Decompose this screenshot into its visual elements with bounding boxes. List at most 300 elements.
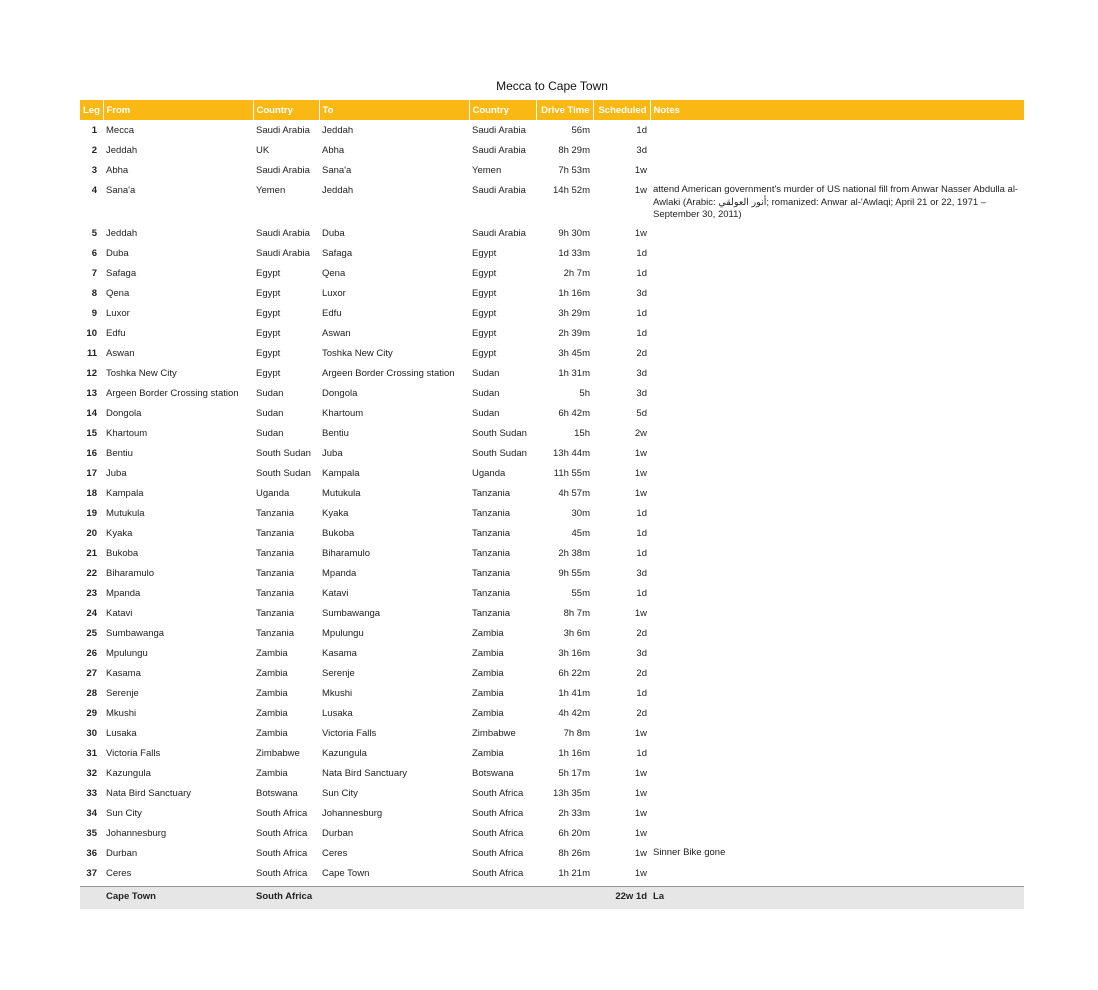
to-cell[interactable]: Luxor [322, 288, 346, 299]
to-country-cell[interactable]: Zambia [472, 648, 504, 659]
from-country-cell[interactable]: UK [256, 145, 270, 156]
notes-cell[interactable] [650, 586, 1024, 606]
from-country-cell[interactable]: Zambia [256, 688, 288, 699]
to-cell[interactable]: Mkushi [322, 688, 353, 699]
to-country-cell[interactable]: Botswana [472, 768, 514, 779]
scheduled-cell[interactable]: 1w [634, 808, 647, 819]
to-country-cell[interactable]: Zambia [472, 688, 504, 699]
to-country-cell[interactable]: South Africa [472, 808, 524, 819]
notes-cell[interactable] [650, 386, 1024, 406]
scheduled-cell[interactable]: 1w [634, 468, 647, 479]
from-cell[interactable]: Kasama [106, 668, 141, 679]
table-row [80, 866, 1024, 887]
notes-cell[interactable] [650, 346, 1024, 366]
to-country-cell[interactable]: Egypt [472, 288, 497, 299]
from-cell[interactable]: Sumbawanga [106, 628, 165, 639]
from-cell[interactable]: Lusaka [106, 728, 137, 739]
drive-time-cell[interactable]: 1d 33m [558, 248, 590, 259]
from-country-cell[interactable]: Egypt [256, 348, 281, 359]
scheduled-cell[interactable]: 1w [634, 728, 647, 739]
from-cell[interactable]: Kazungula [106, 768, 151, 779]
from-cell[interactable]: Sun City [106, 808, 142, 819]
from-cell[interactable]: Jeddah [106, 145, 138, 156]
scheduled-cell[interactable]: 1w [634, 608, 647, 619]
to-country-cell[interactable]: Egypt [472, 348, 497, 359]
to-country-cell[interactable]: Tanzania [472, 508, 511, 519]
notes-cell[interactable] [650, 726, 1024, 746]
drive-time-cell[interactable]: 13h 44m [553, 448, 590, 459]
from-country-cell[interactable]: Saudi Arabia [256, 125, 310, 136]
table-row [80, 786, 1024, 806]
to-cell[interactable]: Mpanda [322, 568, 357, 579]
scheduled-cell[interactable]: 1d [636, 508, 647, 519]
to-country-cell[interactable]: Uganda [472, 468, 506, 479]
to-country-cell[interactable]: Saudi Arabia [472, 185, 526, 196]
from-cell[interactable]: Mecca [106, 125, 134, 136]
notes-cell[interactable]: Sinner Bike gone [653, 847, 726, 858]
from-country-cell[interactable]: Zambia [256, 648, 288, 659]
leg-cell: 19 [86, 508, 97, 519]
to-cell[interactable]: Qena [322, 268, 346, 279]
to-cell[interactable]: Edfu [322, 308, 342, 319]
leg-cell: 22 [86, 568, 97, 579]
from-cell[interactable]: Bentiu [106, 448, 133, 459]
from-country-cell[interactable]: Saudi Arabia [256, 165, 310, 176]
notes-cell[interactable] [650, 606, 1024, 626]
from-country-cell[interactable]: Egypt [256, 288, 281, 299]
notes-cell[interactable] [650, 546, 1024, 566]
to-cell[interactable]: Durban [322, 828, 354, 839]
from-country-cell[interactable]: South Sudan [256, 448, 311, 459]
drive-time-cell[interactable]: 8h 26m [558, 848, 590, 859]
scheduled-cell[interactable]: 3d [636, 648, 647, 659]
scheduled-cell[interactable]: 3d [636, 288, 647, 299]
drive-time-cell[interactable]: 8h 7m [563, 608, 590, 619]
scheduled-cell[interactable]: 3d [636, 568, 647, 579]
scheduled-cell[interactable]: 1d [636, 748, 647, 759]
from-country-cell[interactable]: South Africa [256, 848, 308, 859]
scheduled-cell[interactable]: 1w [634, 165, 647, 176]
to-country-cell[interactable]: Egypt [472, 328, 497, 339]
table-row [80, 266, 1024, 286]
table-row [80, 306, 1024, 326]
notes-cell[interactable] [650, 866, 1024, 887]
to-country-cell[interactable]: South Africa [472, 788, 524, 799]
to-cell[interactable]: Sumbawanga [322, 608, 381, 619]
table-row [80, 226, 1024, 246]
from-cell[interactable]: Abha [106, 165, 129, 176]
drive-time-cell[interactable]: 2h 7m [563, 268, 590, 279]
drive-time-cell[interactable]: 9h 55m [558, 568, 590, 579]
to-country-cell[interactable]: Egypt [472, 248, 497, 259]
notes-cell[interactable] [650, 163, 1024, 183]
drive-time-cell[interactable]: 7h 53m [558, 165, 590, 176]
notes-cell[interactable] [650, 566, 1024, 586]
from-cell[interactable]: Kyaka [106, 528, 133, 539]
from-country-cell[interactable]: Tanzania [256, 568, 295, 579]
table-row [80, 466, 1024, 486]
table-row [80, 326, 1024, 346]
notes-cell[interactable] [650, 466, 1024, 486]
to-country-cell[interactable]: South Africa [472, 848, 524, 859]
to-cell[interactable]: Biharamulo [322, 548, 371, 559]
from-country-cell[interactable]: Sudan [256, 408, 284, 419]
from-country-cell[interactable]: Zambia [256, 768, 288, 779]
col-header-to-country[interactable]: Country [469, 100, 536, 120]
leg-cell: 33 [86, 788, 97, 799]
to-cell[interactable]: Mutukula [322, 488, 361, 499]
from-cell[interactable]: Jeddah [106, 228, 138, 239]
drive-time-cell[interactable]: 2h 33m [558, 808, 590, 819]
to-cell[interactable]: Katavi [322, 588, 349, 599]
to-country-cell[interactable]: Zambia [472, 748, 504, 759]
to-cell[interactable]: Sana'a [322, 165, 352, 176]
scheduled-cell[interactable]: 1w [634, 768, 647, 779]
drive-time-cell[interactable]: 4h 42m [558, 708, 590, 719]
leg-cell: 12 [86, 368, 97, 379]
to-country-cell[interactable]: Sudan [472, 388, 500, 399]
col-header-to[interactable]: To [319, 100, 469, 120]
to-cell[interactable]: Ceres [322, 848, 348, 859]
to-country-cell[interactable]: Egypt [472, 308, 497, 319]
drive-time-cell[interactable]: 6h 22m [558, 668, 590, 679]
from-country-cell[interactable]: Egypt [256, 328, 281, 339]
leg-cell: 2 [91, 145, 97, 156]
from-cell[interactable]: Mutukula [106, 508, 145, 519]
col-header-from-country[interactable]: Country [253, 100, 319, 120]
col-header-from[interactable]: From [103, 100, 253, 120]
drive-time-cell[interactable]: 45m [571, 528, 590, 539]
scheduled-cell[interactable]: 3d [636, 368, 647, 379]
to-country-cell[interactable]: Egypt [472, 268, 497, 279]
to-cell[interactable]: Kampala [322, 468, 360, 479]
from-country-cell[interactable]: Saudi Arabia [256, 248, 310, 259]
drive-time-cell[interactable]: 1h 41m [558, 688, 590, 699]
table-row [80, 163, 1024, 183]
notes-cell[interactable] [650, 120, 1024, 143]
leg-cell: 21 [86, 548, 97, 559]
to-cell[interactable]: Victoria Falls [322, 728, 377, 739]
from-country-cell[interactable]: Tanzania [256, 608, 295, 619]
scheduled-cell[interactable]: 1d [636, 528, 647, 539]
to-country-cell[interactable]: South Sudan [472, 428, 527, 439]
from-cell[interactable]: Mkushi [106, 708, 137, 719]
drive-time-cell[interactable]: 6h 42m [558, 408, 590, 419]
scheduled-cell[interactable]: 1d [636, 248, 647, 259]
scheduled-cell[interactable]: 2d [636, 708, 647, 719]
drive-time-cell[interactable]: 3h 16m [558, 648, 590, 659]
to-cell[interactable]: Johannesburg [322, 808, 383, 819]
notes-cell[interactable] [650, 706, 1024, 726]
to-cell[interactable]: Duba [322, 228, 345, 239]
scheduled-cell[interactable]: 1w [634, 488, 647, 499]
to-cell[interactable]: Mpulungu [322, 628, 364, 639]
to-cell[interactable]: Kyaka [322, 508, 349, 519]
drive-time-cell[interactable]: 7h 8m [563, 728, 590, 739]
from-country-cell[interactable]: South Africa [256, 828, 308, 839]
table-row [80, 566, 1024, 586]
from-country-cell[interactable]: Egypt [256, 308, 281, 319]
scheduled-cell[interactable]: 3d [636, 145, 647, 156]
from-country-cell[interactable]: Tanzania [256, 508, 295, 519]
scheduled-cell[interactable]: 1w [634, 828, 647, 839]
from-cell[interactable]: Safaga [106, 268, 137, 279]
to-country-cell[interactable]: South Africa [472, 868, 524, 879]
from-country-cell[interactable]: Tanzania [256, 588, 295, 599]
to-country-cell[interactable]: South Africa [472, 828, 524, 839]
to-country-cell[interactable]: Saudi Arabia [472, 125, 526, 136]
header-row [80, 100, 1024, 120]
from-cell[interactable]: Duba [106, 248, 129, 259]
footer-notes[interactable]: La [650, 887, 1024, 910]
leg-cell: 37 [86, 868, 97, 879]
scheduled-cell[interactable]: 1w [634, 848, 647, 859]
notes-cell[interactable] [650, 506, 1024, 526]
drive-time-cell[interactable]: 9h 30m [558, 228, 590, 239]
from-cell[interactable]: Katavi [106, 608, 133, 619]
to-country-cell[interactable]: Sudan [472, 408, 500, 419]
to-country-cell[interactable]: Tanzania [472, 548, 511, 559]
from-country-cell[interactable]: Zambia [256, 708, 288, 719]
notes-cell[interactable] [650, 746, 1024, 766]
scheduled-cell[interactable]: 1w [634, 185, 647, 196]
from-country-cell[interactable]: Sudan [256, 428, 284, 439]
to-country-cell[interactable]: Sudan [472, 368, 500, 379]
scheduled-cell[interactable]: 2d [636, 668, 647, 679]
footer-to-country[interactable] [469, 887, 536, 910]
from-cell[interactable]: Durban [106, 848, 138, 859]
to-cell[interactable]: Jeddah [322, 185, 354, 196]
scheduled-cell[interactable]: 5d [636, 408, 647, 419]
from-country-cell[interactable]: Uganda [256, 488, 290, 499]
scheduled-cell[interactable]: 1d [636, 688, 647, 699]
from-cell[interactable]: Toshka New City [106, 368, 177, 379]
from-cell[interactable]: Mpulungu [106, 648, 148, 659]
to-country-cell[interactable]: Tanzania [472, 528, 511, 539]
scheduled-cell[interactable]: 1d [636, 588, 647, 599]
from-cell[interactable]: Sana'a [106, 185, 136, 196]
from-cell[interactable]: Aswan [106, 348, 135, 359]
leg-cell: 14 [86, 408, 97, 419]
to-cell[interactable]: Dongola [322, 388, 358, 399]
footer-to[interactable] [319, 887, 469, 910]
drive-time-cell[interactable]: 1h 16m [558, 288, 590, 299]
leg-cell: 16 [86, 448, 97, 459]
to-country-cell[interactable]: Tanzania [472, 488, 511, 499]
to-cell[interactable]: Kazungula [322, 748, 367, 759]
drive-time-cell[interactable]: 15h [574, 428, 590, 439]
footer-scheduled: 22w 1d [593, 887, 650, 910]
to-cell[interactable]: Sun City [322, 788, 358, 799]
to-country-cell[interactable]: South Sudan [472, 448, 527, 459]
from-cell[interactable]: Qena [106, 288, 130, 299]
leg-cell: 5 [91, 228, 97, 239]
scheduled-cell[interactable]: 1w [634, 788, 647, 799]
scheduled-cell[interactable]: 1w [634, 228, 647, 239]
drive-time-cell[interactable]: 2h 39m [558, 328, 590, 339]
from-country-cell[interactable]: Egypt [256, 368, 281, 379]
from-country-cell[interactable]: Zambia [256, 728, 288, 739]
from-cell[interactable]: Kampala [106, 488, 144, 499]
table-row [80, 143, 1024, 163]
notes-cell[interactable] [650, 143, 1024, 163]
scheduled-cell[interactable]: 1d [636, 308, 647, 319]
to-country-cell[interactable]: Zimbabwe [472, 728, 516, 739]
drive-time-cell[interactable]: 8h 29m [558, 145, 590, 156]
scheduled-cell[interactable]: 1d [636, 548, 647, 559]
drive-time-cell[interactable]: 56m [571, 125, 590, 136]
notes-cell[interactable] [650, 326, 1024, 346]
to-country-cell[interactable]: Saudi Arabia [472, 145, 526, 156]
from-country-cell[interactable]: Zimbabwe [256, 748, 300, 759]
from-country-cell[interactable]: Tanzania [256, 628, 295, 639]
to-country-cell[interactable]: Zambia [472, 668, 504, 679]
from-cell[interactable]: Edfu [106, 328, 126, 339]
notes-cell[interactable] [650, 686, 1024, 706]
notes-cell[interactable] [650, 666, 1024, 686]
drive-time-cell[interactable]: 1h 16m [558, 748, 590, 759]
from-country-cell[interactable]: Sudan [256, 388, 284, 399]
to-cell[interactable]: Abha [322, 145, 345, 156]
to-country-cell[interactable]: Tanzania [472, 608, 511, 619]
drive-time-cell[interactable]: 3h 45m [558, 348, 590, 359]
notes-cell[interactable] [650, 766, 1024, 786]
scheduled-cell[interactable]: 2w [634, 428, 647, 439]
from-cell[interactable]: Bukoba [106, 548, 139, 559]
notes-cell[interactable] [650, 786, 1024, 806]
footer-from[interactable]: Cape Town [103, 887, 253, 910]
from-country-cell[interactable]: Botswana [256, 788, 298, 799]
leg-cell: 26 [86, 648, 97, 659]
scheduled-cell[interactable]: 3d [636, 388, 647, 399]
col-header-leg[interactable]: Leg [80, 100, 103, 120]
notes-cell[interactable] [650, 266, 1024, 286]
drive-time-cell[interactable]: 13h 35m [553, 788, 590, 799]
from-cell[interactable]: Nata Bird Sanctuary [106, 788, 192, 799]
drive-time-cell[interactable]: 4h 57m [558, 488, 590, 499]
col-header-drive-time[interactable]: Drive Time [536, 100, 593, 120]
leg-cell: 9 [91, 308, 97, 319]
notes-cell[interactable] [650, 626, 1024, 646]
from-cell[interactable]: Khartoum [106, 428, 148, 439]
drive-time-cell[interactable]: 1h 31m [558, 368, 590, 379]
from-country-cell[interactable]: South Sudan [256, 468, 311, 479]
to-cell[interactable]: Juba [322, 448, 343, 459]
to-country-cell[interactable]: Yemen [472, 165, 502, 176]
scheduled-cell[interactable]: 1w [634, 448, 647, 459]
to-country-cell[interactable]: Tanzania [472, 588, 511, 599]
to-cell[interactable]: Bentiu [322, 428, 349, 439]
notes-cell[interactable] [650, 406, 1024, 426]
from-cell[interactable]: Mpanda [106, 588, 141, 599]
from-cell[interactable]: Dongola [106, 408, 142, 419]
from-country-cell[interactable]: Tanzania [256, 528, 295, 539]
notes-cell[interactable] [650, 646, 1024, 666]
col-header-scheduled[interactable]: Scheduled [593, 100, 650, 120]
from-cell[interactable]: Ceres [106, 868, 132, 879]
to-cell[interactable]: Khartoum [322, 408, 364, 419]
to-country-cell[interactable]: Zambia [472, 628, 504, 639]
table-row [80, 726, 1024, 746]
notes-cell[interactable] [650, 306, 1024, 326]
to-cell[interactable]: Aswan [322, 328, 351, 339]
notes-cell[interactable]: attend American government's murder of US national fill from Anwar Nasser Abdulla al-Awlaki (Arabic: أنور العولقي; romanized: Anwar al-'Awlaqi; April 21 or 22, 1971 – September 30, 2011) [653, 184, 1019, 220]
table-row [80, 646, 1024, 666]
scheduled-cell[interactable]: 1d [636, 268, 647, 279]
drive-time-cell[interactable]: 5h 17m [558, 768, 590, 779]
from-cell[interactable]: Johannesburg [106, 828, 167, 839]
to-country-cell[interactable]: Saudi Arabia [472, 228, 526, 239]
drive-time-cell[interactable]: 6h 20m [558, 828, 590, 839]
from-cell[interactable]: Victoria Falls [106, 748, 161, 759]
notes-cell[interactable] [650, 826, 1024, 846]
to-country-cell[interactable]: Zambia [472, 708, 504, 719]
to-country-cell[interactable]: Tanzania [472, 568, 511, 579]
table-row [80, 506, 1024, 526]
footer-from-country[interactable]: South Africa [253, 887, 319, 910]
from-cell[interactable]: Biharamulo [106, 568, 155, 579]
drive-time-cell[interactable]: 11h 55m [553, 468, 590, 479]
scheduled-cell[interactable]: 1w [634, 868, 647, 879]
drive-time-cell[interactable]: 3h 29m [558, 308, 590, 319]
to-cell[interactable]: Cape Town [322, 868, 370, 879]
to-cell[interactable]: Nata Bird Sanctuary [322, 768, 408, 779]
to-cell[interactable]: Kasama [322, 648, 357, 659]
notes-cell[interactable] [650, 486, 1024, 506]
drive-time-cell[interactable]: 55m [571, 588, 590, 599]
from-cell[interactable]: Luxor [106, 308, 130, 319]
to-cell[interactable]: Argeen Border Crossing station [322, 368, 455, 379]
from-country-cell[interactable]: Zambia [256, 668, 288, 679]
to-cell[interactable]: Jeddah [322, 125, 354, 136]
from-cell[interactable]: Serenje [106, 688, 139, 699]
notes-cell[interactable] [650, 366, 1024, 386]
to-cell[interactable]: Toshka New City [322, 348, 393, 359]
drive-time-cell[interactable]: 14h 52m [553, 185, 590, 196]
scheduled-cell[interactable]: 1d [636, 328, 647, 339]
scheduled-cell[interactable]: 2d [636, 628, 647, 639]
drive-time-cell[interactable]: 2h 38m [558, 548, 590, 559]
notes-cell[interactable] [650, 806, 1024, 826]
from-country-cell[interactable]: Saudi Arabia [256, 228, 310, 239]
to-cell[interactable]: Bukoba [322, 528, 355, 539]
from-country-cell[interactable]: Yemen [256, 185, 286, 196]
to-cell[interactable]: Serenje [322, 668, 355, 679]
drive-time-cell[interactable]: 5h [579, 388, 590, 399]
notes-cell[interactable] [650, 426, 1024, 446]
col-header-notes[interactable]: Notes [650, 100, 1024, 120]
from-country-cell[interactable]: South Africa [256, 808, 308, 819]
notes-cell[interactable] [650, 526, 1024, 546]
scheduled-cell[interactable]: 1d [636, 125, 647, 136]
notes-cell[interactable] [650, 286, 1024, 306]
drive-time-cell[interactable]: 3h 6m [563, 628, 590, 639]
notes-cell[interactable] [650, 246, 1024, 266]
from-country-cell[interactable]: South Africa [256, 868, 308, 879]
notes-cell[interactable] [650, 446, 1024, 466]
to-cell[interactable]: Safaga [322, 248, 353, 259]
from-cell[interactable]: Argeen Border Crossing station [106, 388, 239, 399]
from-cell[interactable]: Juba [106, 468, 127, 479]
scheduled-cell[interactable]: 2d [636, 348, 647, 359]
from-country-cell[interactable]: Egypt [256, 268, 281, 279]
from-country-cell[interactable]: Tanzania [256, 548, 295, 559]
notes-cell[interactable] [650, 226, 1024, 246]
table-row [80, 606, 1024, 626]
drive-time-cell[interactable]: 1h 21m [558, 868, 590, 879]
drive-time-cell[interactable]: 30m [571, 508, 590, 519]
to-cell[interactable]: Lusaka [322, 708, 353, 719]
